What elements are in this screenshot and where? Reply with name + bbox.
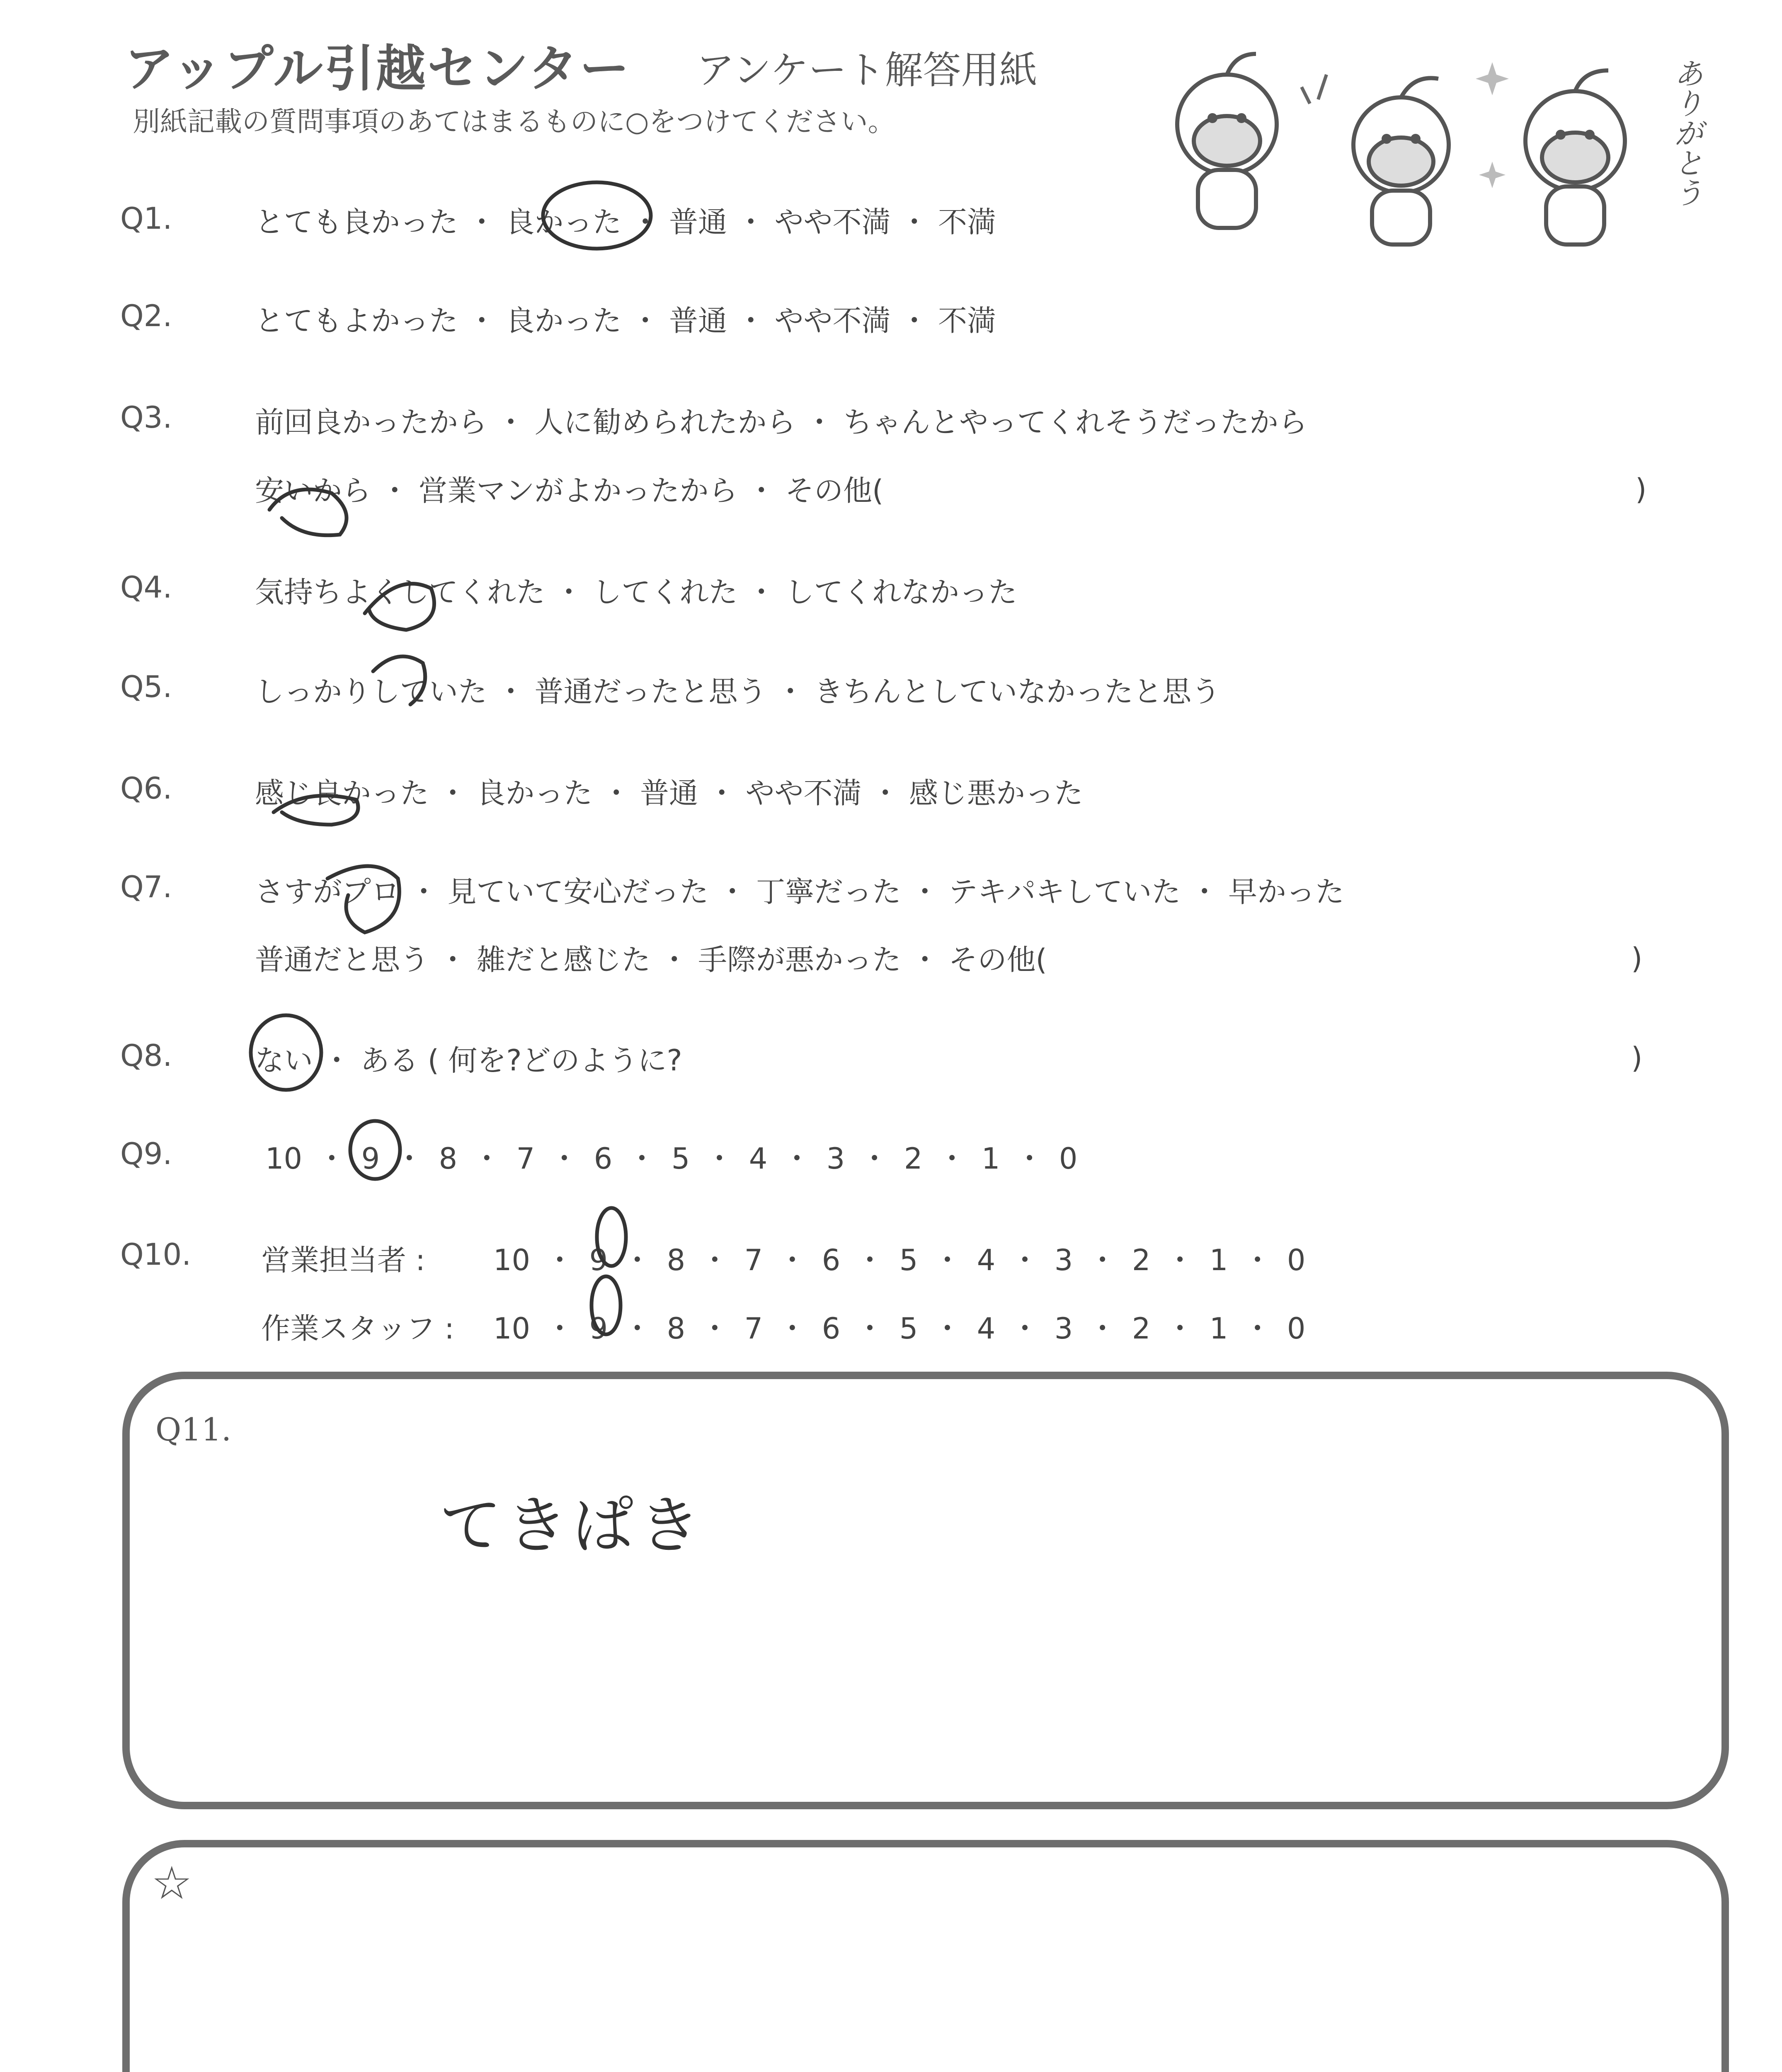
star-icon: ☆ — [151, 1857, 192, 1910]
q3-options-line2[interactable]: 安いから ・ 営業マンがよかったから ・ その他( — [255, 474, 884, 508]
q1-options[interactable]: とても良かった ・ 良かった ・ 普通 ・ やや不満 ・ 不満 — [255, 205, 996, 239]
q4-options[interactable]: 気持ちよくしてくれた ・ してくれた ・ してくれなかった — [255, 575, 1018, 609]
q9-number: Q9. — [120, 1136, 172, 1171]
company-title: アップル引越センター — [124, 40, 631, 98]
q3-number: Q3. — [120, 400, 172, 435]
q8-options[interactable]: ない ・ ある ( 何を?どのように? — [255, 1043, 682, 1077]
q2-options[interactable]: とてもよかった ・ 良かった ・ 普通 ・ やや不満 ・ 不満 — [255, 304, 996, 338]
q10-sales-scale[interactable]: 10 ・ 9 ・ 8 ・ 7 ・ 6 ・ 5 ・ 4 ・ 3 ・ 2 ・ 1 ・ 0 — [493, 1243, 1306, 1277]
monkey-mascots-illustration — [1152, 37, 1700, 253]
q9-scale[interactable]: 10 ・ 9 ・ 8 ・ 7 ・ 6 ・ 5 ・ 4 ・ 3 ・ 2 ・ 1 ・ 0 — [265, 1142, 1078, 1176]
mascot-caption: ありがとう — [1669, 58, 1704, 207]
q11-label: Q11. — [155, 1411, 232, 1448]
q10-number: Q10. — [120, 1237, 192, 1272]
q10-sales-label: 営業担当者 : — [261, 1243, 425, 1277]
q6-options[interactable]: 感じ良かった ・ 良かった ・ 普通 ・ やや不満 ・ 感じ悪かった — [255, 776, 1084, 810]
q5-number: Q5. — [120, 669, 172, 704]
form-subtitle: アンケート解答用紙 — [696, 48, 1038, 92]
q2-number: Q2. — [120, 298, 172, 333]
q10-staff-label: 作業スタッフ : — [261, 1312, 454, 1346]
q6-number: Q6. — [120, 771, 172, 806]
instruction-text: 別紙記載の質問事項のあてはまるものに○をつけてください。 — [133, 106, 895, 138]
q10-staff-scale[interactable]: 10 ・ 9 ・ 8 ・ 7 ・ 6 ・ 5 ・ 4 ・ 3 ・ 2 ・ 1 ・ 0 — [493, 1312, 1306, 1346]
q11-answer-box[interactable] — [122, 1372, 1729, 1809]
q8-close-paren: ) — [1631, 1041, 1643, 1075]
q7-close-paren: ) — [1631, 942, 1643, 975]
q7-number: Q7. — [120, 869, 172, 904]
q8-number: Q8. — [120, 1038, 172, 1073]
q11-handwritten-answer: てきぱき — [439, 1490, 705, 1562]
q7-options-line2[interactable]: 普通だと思う ・ 雑だと感じた ・ 手際が悪かった ・ その他( — [255, 943, 1047, 977]
comment-box[interactable] — [122, 1840, 1729, 2072]
q4-number: Q4. — [120, 570, 172, 605]
q1-number: Q1. — [120, 201, 172, 236]
q3-close-paren: ) — [1635, 472, 1647, 506]
q5-options[interactable]: しっかりしていた ・ 普通だったと思う ・ きちんとしていなかったと思う — [255, 675, 1221, 709]
q7-options[interactable]: さすがプロ ・ 見ていて安心だった ・ 丁寧だった ・ テキパキしていた ・ 早かった — [255, 875, 1345, 909]
q3-options[interactable]: 前回良かったから ・ 人に勧められたから ・ ちゃんとやってくれそうだったから — [255, 405, 1308, 439]
